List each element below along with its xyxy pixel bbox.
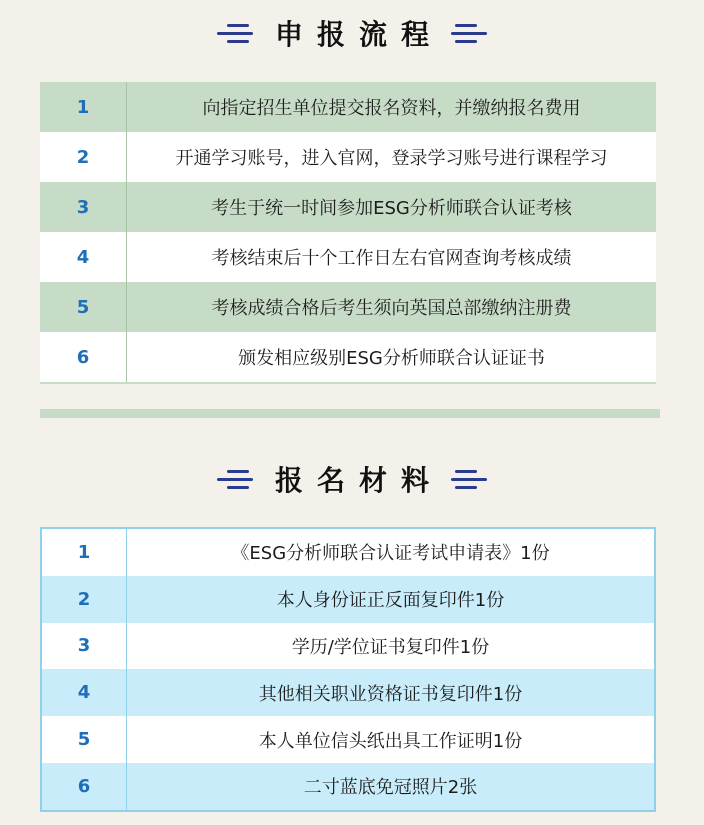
step-text: 考核结束后十个工作日左右官网查询考核成绩	[211, 248, 572, 269]
item-number: 2	[42, 576, 127, 623]
process-table	[40, 82, 656, 384]
step-number: 5	[40, 282, 127, 332]
step-text: 开通学习账号，进入官网，登录学习账号进行课程学习	[175, 148, 608, 169]
materials-row	[42, 669, 654, 716]
step-text: 考核成绩合格后考生须向英国总部缴纳注册费	[211, 298, 572, 319]
triple-line-decoration-icon	[451, 22, 487, 44]
item-text: 学历/学位证书复印件1份	[291, 636, 490, 658]
materials-row	[42, 763, 654, 810]
item-text: 《ESG分析师联合认证考试申请表》1份	[231, 543, 550, 565]
materials-row	[42, 529, 654, 576]
item-text: 二寸蓝底免冠照片2张	[303, 777, 478, 799]
step-number: 6	[40, 332, 127, 382]
materials-section-title	[0, 458, 704, 500]
step-number: 1	[40, 82, 127, 132]
process-row	[40, 82, 656, 132]
materials-row	[42, 576, 654, 623]
triple-line-decoration-icon	[217, 22, 253, 44]
item-number: 1	[42, 529, 127, 576]
process-section-title	[0, 12, 704, 54]
step-text: 向指定招生单位提交报名资料，并缴纳报名费用	[202, 98, 581, 119]
triple-line-decoration-icon	[217, 468, 253, 490]
item-number: 6	[42, 763, 127, 810]
materials-row	[42, 623, 654, 670]
materials-row	[42, 716, 654, 763]
step-number: 4	[40, 232, 127, 282]
item-number: 5	[42, 716, 127, 763]
step-text: 考生于统一时间参加ESG分析师联合认证考核	[211, 198, 572, 219]
process-row	[40, 332, 656, 384]
materials-title: 报名材料	[274, 464, 443, 497]
process-row	[40, 232, 656, 282]
section-divider	[40, 409, 660, 418]
item-text: 本人单位信头纸出具工作证明1份	[258, 730, 523, 752]
triple-line-decoration-icon	[451, 468, 487, 490]
materials-table	[40, 527, 656, 812]
item-number: 4	[42, 669, 127, 716]
process-row	[40, 282, 656, 332]
process-row	[40, 182, 656, 232]
process-title: 申报流程	[274, 18, 443, 51]
item-text: 其他相关职业资格证书复印件1份	[258, 683, 523, 705]
step-text: 颁发相应级别ESG分析师联合认证证书	[238, 348, 545, 369]
item-text: 本人身份证正反面复印件1份	[276, 590, 505, 612]
step-number: 3	[40, 182, 127, 232]
process-row	[40, 132, 656, 182]
step-number: 2	[40, 132, 127, 182]
item-number: 3	[42, 623, 127, 670]
